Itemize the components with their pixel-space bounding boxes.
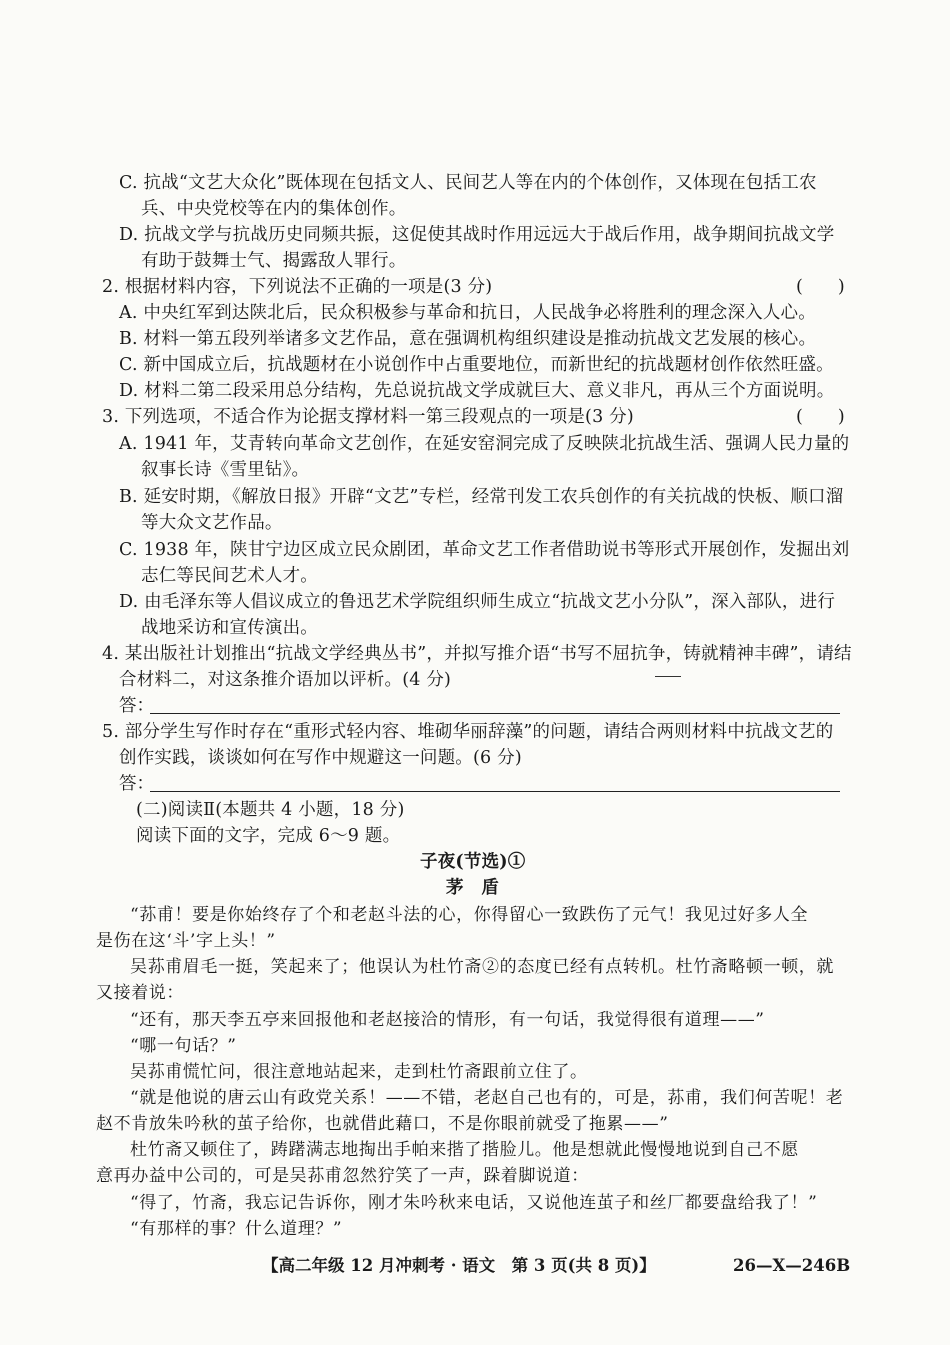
- q3-option-a-line1: A. 1941 年，艾青转向革命文艺创作，在延安窑洞完成了反映陕北抗战生活、强调人民力量的: [119, 434, 850, 454]
- q2-option-d: D. 材料二第二段采用总分结构，先总说抗战文学成就巨大、意义非凡，再从三个方面说明。: [119, 381, 835, 401]
- passage-line: “哪一句话？”: [130, 1036, 237, 1056]
- q1-option-d-line2: 有助于鼓舞士气、揭露敌人罪行。: [141, 251, 407, 271]
- q4-answer-line[interactable]: [150, 713, 840, 714]
- q4-answer-label: 答：: [119, 696, 154, 716]
- q2-stem: 2. 根据材料内容，下列说法不正确的一项是(3 分): [102, 277, 493, 297]
- q2-option-c: C. 新中国成立后，抗战题材在小说创作中占重要地位，而新世纪的抗战题材创作依然旺盛。: [119, 355, 834, 375]
- section2-heading: (二)阅读Ⅱ(本题共 4 小题，18 分): [136, 800, 405, 820]
- passage-line: 是伤在这‘斗’字上头！”: [96, 931, 276, 951]
- page-footer: 【高二年级 12 月冲刺考 · 语文 第 3 页(共 8 页)】: [262, 1256, 656, 1275]
- passage-line: “就是他说的唐云山有政党关系！——不错，老赵自己也有的，可是，荪甫，我们何苦呢！老: [130, 1088, 844, 1108]
- q2-option-b: B. 材料一第五段列举诸多文艺作品，意在强调机构组织建设是推动抗战文艺发展的核心。: [119, 329, 817, 349]
- q4-stem-line2: 合材料二，对这条推介语加以评析。(4 分): [119, 670, 452, 690]
- passage-line: 杜竹斋又顿住了，踌躇满志地掏出手帕来揩了揩脸儿。他是想就此慢慢地说到自己不愿: [130, 1140, 799, 1160]
- exam-code: 26—X—246B: [733, 1256, 851, 1275]
- q3-option-c-line1: C. 1938 年，陕甘宁边区成立民众剧团，革命文艺工作者借助说书等形式开展创作，发掘出刘: [119, 540, 850, 560]
- passage-title: 子夜(节选)①: [420, 852, 526, 872]
- q1-option-c-line1: C. 抗战“文艺大众化”既体现在包括文人、民间艺人等在内的个体创作，又体现在包括工农: [119, 173, 817, 193]
- q3-option-d-line2: 战地采访和宣传演出。: [141, 618, 318, 638]
- passage-line: 赵不肯放朱吟秋的茧子给你，也就借此藉口，不是你眼前就受了拖累——”: [96, 1114, 669, 1134]
- q5-stem-line1: 5. 部分学生写作时存在“重形式轻内容、堆砌华丽辞藻”的问题，请结合两则材料中抗战文艺的: [102, 722, 834, 742]
- q1-option-c-line2: 兵、中央党校等在内的集体创作。: [141, 199, 407, 219]
- q3-option-a-line2: 叙事长诗《雪里钻》。: [141, 460, 310, 480]
- passage-line: 意再办益中公司的，可是吴荪甫忽然狞笑了一声，跺着脚说道：: [96, 1166, 589, 1186]
- q3-option-d-line1: D. 由毛泽东等人倡议成立的鲁迅艺术学院组织师生成立“抗战文艺小分队”，深入部队，进行: [119, 592, 836, 612]
- handwritten-mark: [655, 676, 681, 677]
- q5-stem-line2: 创作实践，谈谈如何在写作中规避这一问题。(6 分): [119, 748, 522, 768]
- passage-line: 又接着说：: [96, 983, 184, 1003]
- passage-author: 茅 盾: [446, 878, 500, 898]
- section2-instruction: 阅读下面的文字，完成 6～9 题。: [136, 826, 401, 846]
- passage-line: “荪甫！要是你始终存了个和老赵斗法的心，你得留心一致跌伤了元气！我见过好多人全: [130, 905, 809, 925]
- q3-option-c-line2: 志仁等民间艺术人才。: [141, 566, 318, 586]
- q2-option-a: A. 中央红军到达陕北后，民众积极参与革命和抗日，人民战争必将胜利的理念深入人心。: [119, 303, 816, 323]
- q4-stem-line1: 4. 某出版社计划推出“抗战文学经典丛书”，并拟写推介语“书写不屈抗争，铸就精神丰碑”，请结: [102, 644, 852, 664]
- q2-answer-paren[interactable]: ( ): [796, 277, 845, 297]
- q3-option-b-line2: 等大众文艺作品。: [141, 513, 283, 533]
- passage-line: “有那样的事？什么道理？”: [130, 1219, 343, 1239]
- passage-line: “还有，那天李五亭来回报他和老赵接洽的情形，有一句话，我觉得很有道理——”: [130, 1010, 765, 1030]
- q3-option-b-line1: B. 延安时期，《解放日报》开辟“文艺”专栏，经常刊发工农兵创作的有关抗战的快板、顺口溜: [119, 487, 844, 507]
- passage-line: 吴荪甫慌忙问，很注意地站起来，走到杜竹斋跟前立住了。: [130, 1062, 588, 1082]
- q5-answer-line[interactable]: [150, 791, 840, 792]
- q3-answer-paren[interactable]: ( ): [796, 407, 845, 427]
- q1-option-d-line1: D. 抗战文学与抗战历史同频共振，这促使其战时作用远远大于战后作用，战争期间抗战文学: [119, 225, 835, 245]
- passage-line: 吴荪甫眉毛一挺，笑起来了；他误认为杜竹斋②的态度已经有点转机。杜竹斋略顿一顿，就: [130, 957, 834, 977]
- q3-stem: 3. 下列选项，不适合作为论据支撑材料一第三段观点的一项是(3 分): [102, 407, 634, 427]
- q5-answer-label: 答：: [119, 774, 154, 794]
- passage-line: “得了，竹斋，我忘记告诉你，刚才朱吟秋来电话，又说他连茧子和丝厂都要盘给我了！”: [130, 1193, 818, 1213]
